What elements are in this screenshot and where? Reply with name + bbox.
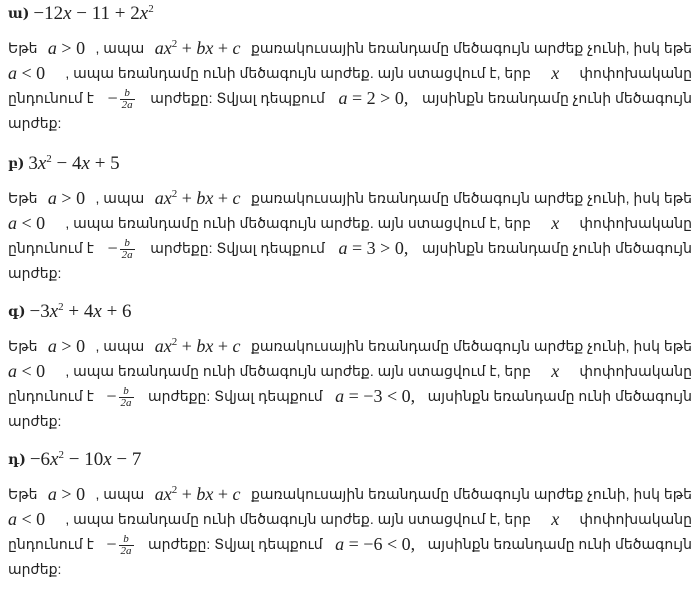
exercise-letter: բ): [8, 156, 25, 172]
exercise-expression: $-3x^2 + 4x + 6$: [29, 301, 132, 322]
minus-sign: −: [106, 533, 117, 554]
fraction-denominator: 2a: [120, 397, 132, 410]
text-then: , ապա: [95, 486, 145, 502]
text-conclusion: այսինքն եռանդամը ունի մեծագույն: [427, 536, 692, 552]
text-has-max: , ապա եռանդամը ունի մեծագույն արժեք. այն ստացվում է, երբ: [65, 215, 532, 231]
solution-line-3: [8, 236, 692, 261]
general-trinomial: $ax^2$ + bx + c: [154, 336, 241, 356]
leading-coefficient: a = 2 > 0,: [338, 88, 409, 108]
exercise-expression: $-12x - 11 + 2x^2$: [33, 3, 154, 24]
text-takes: ընդունում է: [8, 90, 94, 106]
condition-a-positive: a > 0: [47, 38, 86, 58]
vertex-formula: [107, 86, 136, 112]
fraction: [120, 238, 135, 261]
text-takes: ընդունում է: [8, 388, 94, 404]
fraction-numerator: b: [124, 87, 130, 100]
text-no-max: քառակուսային եռանդամը մեծագույն արժեք չունի, իսկ եթե: [250, 40, 692, 56]
exercise-solution: [8, 186, 692, 286]
exercise-heading: [8, 150, 692, 178]
condition-a-positive: a > 0: [47, 336, 86, 356]
minus-sign: −: [107, 237, 118, 258]
text-variable: փոփոխականը: [579, 363, 692, 379]
condition-a-negative: a < 0: [8, 63, 46, 83]
variable-x: x: [551, 213, 560, 233]
solution-line-2: [8, 507, 692, 532]
fraction-numerator: b: [124, 237, 130, 250]
general-trinomial: $ax^2$ + bx + c: [154, 484, 241, 504]
text-value-end: արժեք:: [8, 413, 62, 429]
solution-line-3: [8, 532, 692, 557]
leading-coefficient: a = −3 < 0,: [335, 386, 416, 406]
fraction-denominator: 2a: [121, 99, 133, 112]
text-takes: ընդունում է: [8, 536, 94, 552]
fraction-denominator: 2a: [120, 545, 132, 558]
text-value-end: արժեք:: [8, 115, 62, 131]
exercise-heading: [8, 0, 692, 28]
exercise-heading: [8, 298, 692, 326]
exercise-section: [8, 446, 692, 582]
text-conclusion: այսինքն եռանդամը ունի մեծագույն: [427, 388, 692, 404]
text-variable: փոփոխականը: [579, 511, 692, 527]
solution-line-4: [8, 409, 692, 434]
general-trinomial: $ax^2$ + bx + c: [154, 188, 241, 208]
solution-line-3: [8, 86, 692, 111]
exercise-solution: [8, 482, 692, 582]
variable-x: x: [551, 63, 560, 83]
solution-line-2: [8, 359, 692, 384]
text-no-max: քառակուսային եռանդամը մեծագույն արժեք չունի, իսկ եթե: [250, 190, 692, 206]
solution-line-4: [8, 261, 692, 286]
fraction: [119, 386, 134, 409]
solution-line-2: [8, 61, 692, 86]
solution-line-1: [8, 334, 692, 359]
fraction-numerator: b: [123, 533, 129, 546]
text-then: , ապա: [95, 40, 145, 56]
variable-x: x: [551, 361, 560, 381]
fraction: [120, 88, 135, 111]
text-has-max: , ապա եռանդամը ունի մեծագույն արժեք. այն ստացվում է, երբ: [65, 363, 532, 379]
solution-line-1: [8, 186, 692, 211]
solution-line-4: [8, 557, 692, 582]
text-then: , ապա: [95, 338, 145, 354]
text-no-max: քառակուսային եռանդամը մեծագույն արժեք չունի, իսկ եթե: [250, 486, 692, 502]
vertex-formula: [106, 532, 135, 558]
condition-a-negative: a < 0: [8, 213, 46, 233]
fraction-denominator: 2a: [121, 249, 133, 262]
minus-sign: −: [107, 87, 118, 108]
solution-line-1: [8, 482, 692, 507]
text-conclusion: այսինքն եռանդամը չունի մեծագույն: [422, 90, 692, 106]
text-then: , ապա: [95, 190, 145, 206]
text-takes: ընդունում է: [8, 240, 94, 256]
text-value-end: արժեք:: [8, 561, 62, 577]
solution-line-3: [8, 384, 692, 409]
exercise-heading: [8, 446, 692, 474]
leading-coefficient: a = −6 < 0,: [335, 534, 416, 554]
leading-coefficient: a = 3 > 0,: [338, 238, 409, 258]
exercise-expression: $3x^2 - 4x + 5$: [28, 153, 120, 174]
minus-sign: −: [106, 385, 117, 406]
text-value-end: արժեք:: [8, 265, 62, 281]
text-value-case: արժեքը: Տվյալ դեպքում: [148, 388, 323, 404]
variable-x: x: [551, 509, 560, 529]
vertex-formula: [106, 384, 135, 410]
exercise-solution: [8, 36, 692, 136]
exercise-section: [8, 298, 692, 434]
condition-a-negative: a < 0: [8, 509, 46, 529]
text-value-case: արժեքը: Տվյալ դեպքում: [148, 536, 323, 552]
fraction-numerator: b: [123, 385, 129, 398]
condition-a-positive: a > 0: [47, 188, 86, 208]
text-has-max: , ապա եռանդամը ունի մեծագույն արժեք. այն ստացվում է, երբ: [65, 65, 532, 81]
exercise-letter: դ): [8, 452, 26, 468]
exercise-section: [8, 0, 692, 136]
vertex-formula: [107, 236, 136, 262]
text-if: Եթե: [8, 338, 38, 354]
text-if: Եթե: [8, 40, 38, 56]
condition-a-negative: a < 0: [8, 361, 46, 381]
solution-line-2: [8, 211, 692, 236]
general-trinomial: $ax^2$ + bx + c: [154, 38, 241, 58]
exercise-section: [8, 150, 692, 286]
exercise-expression: $-6x^2 - 10x - 7$: [29, 449, 142, 470]
solution-line-4: [8, 111, 692, 136]
text-if: Եթե: [8, 486, 38, 502]
text-no-max: քառակուսային եռանդամը մեծագույն արժեք չունի, իսկ եթե: [250, 338, 692, 354]
solution-line-1: [8, 36, 692, 61]
text-variable: փոփոխականը: [579, 215, 692, 231]
condition-a-positive: a > 0: [47, 484, 86, 504]
exercise-letter: ա): [8, 6, 30, 22]
exercise-solution: [8, 334, 692, 434]
text-variable: փոփոխականը: [579, 65, 692, 81]
fraction: [119, 534, 134, 557]
text-if: Եթե: [8, 190, 38, 206]
text-conclusion: այսինքն եռանդամը չունի մեծագույն: [422, 240, 692, 256]
exercise-letter: գ): [8, 304, 26, 320]
text-value-case: արժեքը: Տվյալ դեպքում: [150, 90, 325, 106]
text-has-max: , ապա եռանդամը ունի մեծագույն արժեք. այն ստացվում է, երբ: [65, 511, 532, 527]
text-value-case: արժեքը: Տվյալ դեպքում: [150, 240, 325, 256]
